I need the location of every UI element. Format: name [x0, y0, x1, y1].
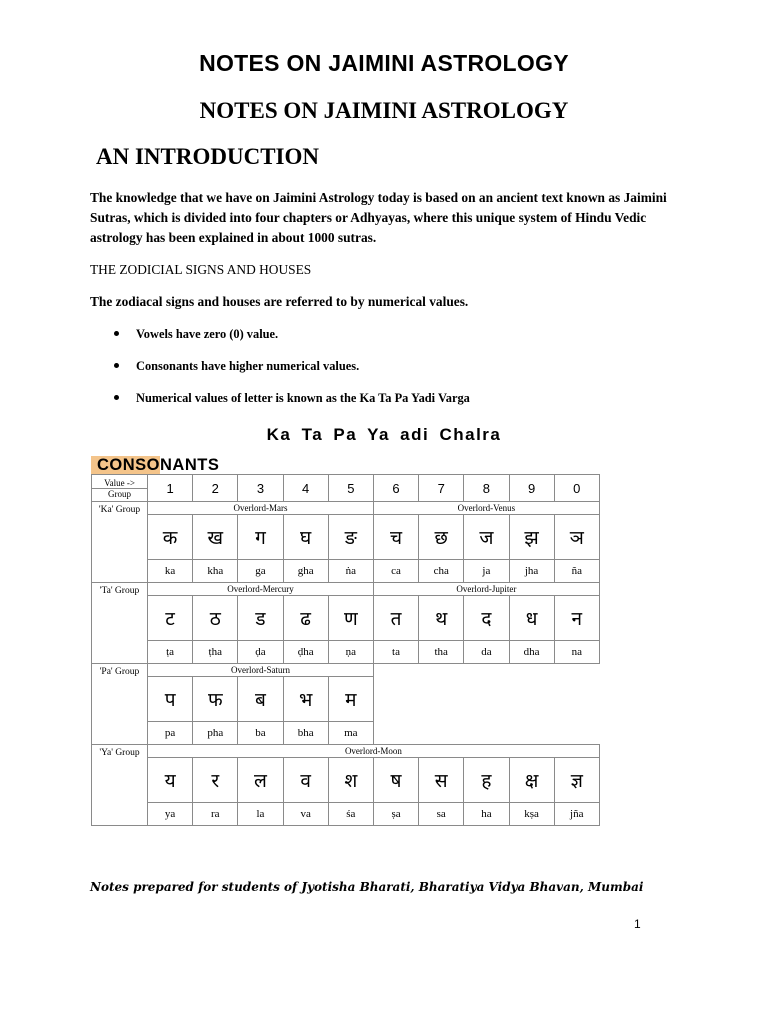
list-item: Vowels have zero (0) value. — [90, 318, 470, 350]
transliteration-cell: pa — [148, 722, 193, 745]
devanagari-letter-cell: त — [373, 596, 418, 641]
devanagari-letter-cell: ठ — [193, 596, 238, 641]
devanagari-letter-cell: फ — [193, 677, 238, 722]
group-label: Group — [108, 488, 131, 499]
value-number-cell: 5 — [328, 475, 373, 502]
transliteration-cell: la — [238, 803, 283, 826]
overlord-row — [92, 502, 600, 515]
devanagari-letter-cell: ण — [328, 596, 373, 641]
transliteration-cell: ga — [238, 560, 283, 583]
transliteration-cell: dha — [509, 641, 554, 664]
group-label-cell: 'Ya' Group — [92, 745, 148, 826]
transliteration-cell: pha — [193, 722, 238, 745]
consonants-heading — [91, 455, 219, 475]
empty-cell — [373, 664, 599, 745]
overlord-cell: Overlord-Venus — [373, 502, 599, 515]
transliteration-cell: ca — [373, 560, 418, 583]
devanagari-letter-cell: थ — [419, 596, 464, 641]
list-item: Numerical values of letter is known as the Ka Ta Pa Yadi Varga — [90, 382, 470, 414]
transliteration-cell: ma — [328, 722, 373, 745]
devanagari-letter-cell: च — [373, 515, 418, 560]
devanagari-letter-cell: म — [328, 677, 373, 722]
devanagari-letter-cell: ष — [373, 758, 418, 803]
overlord-row — [92, 583, 600, 596]
intro-heading: AN INTRODUCTION — [96, 144, 319, 169]
value-label: Value -> — [92, 478, 147, 489]
consonants-table — [91, 455, 599, 818]
overlord-row — [92, 664, 600, 677]
transliteration-cell: tha — [419, 641, 464, 664]
devanagari-letter-cell: क — [148, 515, 193, 560]
transliteration-cell: va — [283, 803, 328, 826]
consonants-heading-rest: NANTS — [160, 456, 220, 474]
consonants-heading-highlight: CONSO — [91, 456, 160, 474]
transliteration-cell: ña — [554, 560, 599, 583]
value-group-header-cell — [92, 475, 148, 502]
devanagari-letter-cell: ज — [464, 515, 509, 560]
transliteration-cell: sa — [419, 803, 464, 826]
transliteration-cell: kṣa — [509, 803, 554, 826]
value-row — [92, 475, 600, 502]
document-subtitle: NOTES ON JAIMINI ASTROLOGY — [199, 98, 569, 123]
transliteration-cell: ya — [148, 803, 193, 826]
transliteration-cell: bha — [283, 722, 328, 745]
value-number-cell: 3 — [238, 475, 283, 502]
devanagari-letter-cell: ज्ञ — [554, 758, 599, 803]
devanagari-letter-cell: स — [419, 758, 464, 803]
value-number-cell: 2 — [193, 475, 238, 502]
devanagari-letter-cell: भ — [283, 677, 328, 722]
devanagari-letter-cell: ग — [238, 515, 283, 560]
devanagari-letter-cell: न — [554, 596, 599, 641]
transliteration-cell: ba — [238, 722, 283, 745]
devanagari-letter-cell: घ — [283, 515, 328, 560]
overlord-cell: Overlord-Jupiter — [373, 583, 599, 596]
transliteration-cell: ta — [373, 641, 418, 664]
transliteration-cell: gha — [283, 560, 328, 583]
value-number-cell: 8 — [464, 475, 509, 502]
devanagari-letter-cell: ट — [148, 596, 193, 641]
devanagari-row — [92, 515, 600, 560]
devanagari-letter-cell: ब — [238, 677, 283, 722]
overlord-cell: Overlord-Mars — [148, 502, 374, 515]
page-number: 1 — [634, 917, 641, 931]
transliteration-row — [92, 560, 600, 583]
devanagari-letter-cell: व — [283, 758, 328, 803]
devanagari-letter-cell: य — [148, 758, 193, 803]
value-number-cell: 7 — [419, 475, 464, 502]
transliteration-cell: ḍa — [238, 641, 283, 664]
zodiac-heading: THE ZODICIAL SIGNS AND HOUSES — [90, 262, 312, 277]
devanagari-letter-cell: ङ — [328, 515, 373, 560]
transliteration-cell: ka — [148, 560, 193, 583]
transliteration-cell: ṅa — [328, 560, 373, 583]
devanagari-letter-cell: द — [464, 596, 509, 641]
transliteration-cell: jha — [509, 560, 554, 583]
bullet-list — [90, 318, 470, 414]
transliteration-cell: ṣa — [373, 803, 418, 826]
transliteration-row — [92, 641, 600, 664]
overlord-cell: Overlord-Saturn — [148, 664, 374, 677]
transliteration-cell: ha — [464, 803, 509, 826]
footer-note: Notes prepared for students of Jyotisha Bharati, Bharatiya Vidya Bhavan, Mumbai — [90, 880, 644, 894]
intro-paragraph: The knowledge that we have on Jaimini Astrology today is based on an ancient text known as Jaimini Sutras, which is divided into four chapters or Adhyayas, where this unique system of Hindu Vedic astrology has been explained in about 1000 sutras. — [90, 190, 667, 245]
value-number-cell: 0 — [554, 475, 599, 502]
devanagari-letter-cell: ल — [238, 758, 283, 803]
devanagari-letter-cell: ह — [464, 758, 509, 803]
devanagari-row — [92, 596, 600, 641]
value-number-cell: 9 — [509, 475, 554, 502]
group-label-cell: 'Ka' Group — [92, 502, 148, 583]
transliteration-cell: na — [554, 641, 599, 664]
overlord-row — [92, 745, 600, 758]
transliteration-cell: cha — [419, 560, 464, 583]
transliteration-cell: ḍha — [283, 641, 328, 664]
list-item: Consonants have higher numerical values. — [90, 350, 470, 382]
transliteration-cell: ja — [464, 560, 509, 583]
devanagari-letter-cell: श — [328, 758, 373, 803]
value-grid — [91, 474, 600, 826]
devanagari-letter-cell: ध — [509, 596, 554, 641]
transliteration-row — [92, 803, 600, 826]
value-number-cell: 4 — [283, 475, 328, 502]
zodiac-paragraph: The zodiacal signs and houses are referred to by numerical values. — [90, 294, 469, 309]
overlord-cell: Overlord-Mercury — [148, 583, 374, 596]
transliteration-cell: ra — [193, 803, 238, 826]
devanagari-letter-cell: प — [148, 677, 193, 722]
devanagari-letter-cell: छ — [419, 515, 464, 560]
page-title: NOTES ON JAIMINI ASTROLOGY — [199, 50, 569, 76]
devanagari-letter-cell: क्ष — [509, 758, 554, 803]
transliteration-cell: da — [464, 641, 509, 664]
devanagari-letter-cell: ड — [238, 596, 283, 641]
overlord-cell: Overlord-Moon — [148, 745, 600, 758]
transliteration-cell: jña — [554, 803, 599, 826]
group-label-cell: 'Ta' Group — [92, 583, 148, 664]
devanagari-letter-cell: ख — [193, 515, 238, 560]
chart-title: Ka Ta Pa Ya adi Chalra — [266, 425, 502, 444]
devanagari-row — [92, 758, 600, 803]
transliteration-cell: ṇa — [328, 641, 373, 664]
transliteration-cell: ṭa — [148, 641, 193, 664]
devanagari-letter-cell: र — [193, 758, 238, 803]
devanagari-letter-cell: झ — [509, 515, 554, 560]
transliteration-cell: ṭha — [193, 641, 238, 664]
value-number-cell: 6 — [373, 475, 418, 502]
group-label-cell: 'Pa' Group — [92, 664, 148, 745]
devanagari-letter-cell: ञ — [554, 515, 599, 560]
devanagari-letter-cell: ढ — [283, 596, 328, 641]
transliteration-cell: śa — [328, 803, 373, 826]
transliteration-cell: kha — [193, 560, 238, 583]
value-number-cell: 1 — [148, 475, 193, 502]
